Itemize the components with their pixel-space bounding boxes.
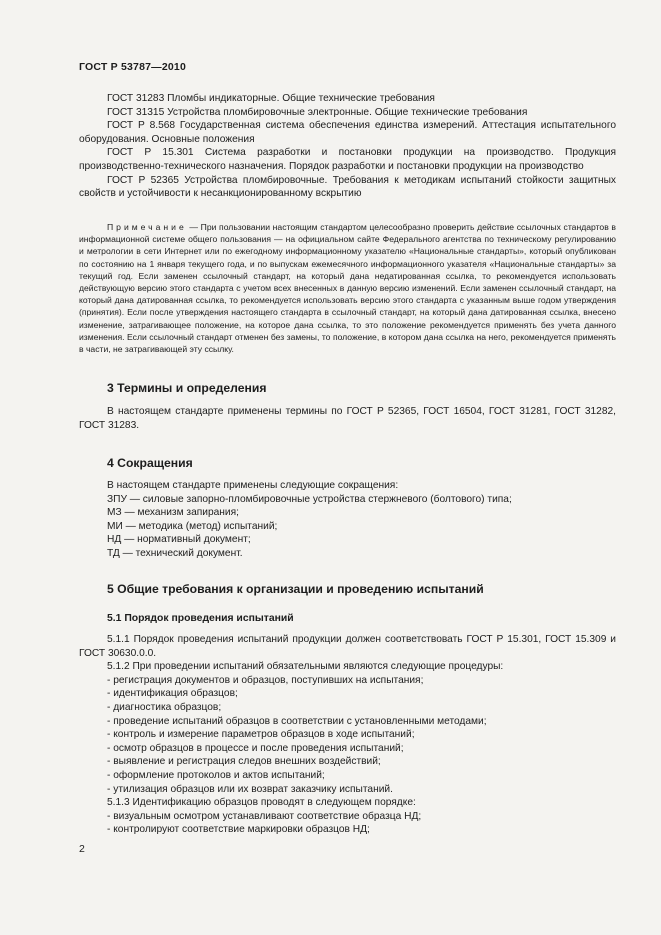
note-text: — При пользовании настоящим стандартом целесообразно проверить действие ссылочных стандартов в информационной системе общего пользования — на официальном сайте Федерального агентства по техническому регулированию и метрологии в сети Интернет или по ежегодному информационному указателю «Национальные стандарты», который опубликован по состоянию на 1 января текущего года, и по выпускам ежемесячного информационного указателя «Национальные стандарты» за текущий год. Если заменен ссылочный стандарт, на который дана недатированная ссылка, то рекомендуется использовать действующую версию этого стандарта с учетом всех внесенных в данную версию изменений. Если заменен ссылочный стандарт, на который дана датированная ссылка, то рекомендуется использовать версию этого стандарта с указанным выше годом утверждения (принятия). Если после утверждения настоящего стандарта в ссылочный стандарт, на который дана датированная ссылка, внесено изменение, затрагивающее положение, на которое дана ссылка, то это положение рекомендуется применять без учета данного изменения. Если ссылочный стандарт отменен без замены, то положение, в котором дана ссылка на него, рекомендуется применять в части, не затрагивающей эту ссылку. xyxy=(79,222,616,355)
note-block xyxy=(79,221,616,355)
abbreviation-item: ЗПУ — силовые запорно-пломбировочные устройства стержневого (болтового) типа; xyxy=(107,493,512,505)
section-5-body xyxy=(79,633,616,837)
procedure-item: - регистрация документов и образцов, поступивших на испытания; xyxy=(107,674,424,686)
abbreviation-item: МЗ — механизм запирания; xyxy=(107,507,239,519)
clause-5-1-1: 5.1.1 Порядок проведения испытаний продукции должен соответствовать ГОСТ Р 15.301, ГОСТ 15.309 и ГОСТ 30630.0.0. xyxy=(79,634,616,659)
reference-item: ГОСТ 31315 Устройства пломбировочные электронные. Общие технические требования xyxy=(107,106,528,118)
procedure-item: - диагностика образцов; xyxy=(107,701,222,713)
procedure-item: - проведение испытаний образцов в соответствии с установленными методами; xyxy=(107,715,487,727)
standard-header: ГОСТ Р 53787—2010 xyxy=(79,61,187,73)
reference-item: ГОСТ Р 8.568 Государственная система обеспечения единства измерений. Аттестация испытательного оборудования. Основные положения xyxy=(79,120,616,145)
identification-item: - визуальным осмотром устанавливают соответствие образца НД; xyxy=(107,810,422,822)
abbreviation-item: НД — нормативный документ; xyxy=(107,534,251,546)
procedure-item: - утилизация образцов или их возврат заказчику испытаний. xyxy=(107,783,393,795)
reference-item: ГОСТ Р 52365 Устройства пломбировочные. Требования к методикам испытаний стойкости защитных свойств и устойчивости к несанкционированному вскрытию xyxy=(79,174,616,200)
procedure-item: - выявление и регистрация следов внешних воздействий; xyxy=(107,756,381,768)
section-4-title: 4 Сокращения xyxy=(107,456,193,470)
references-list xyxy=(79,92,616,201)
procedure-item: - оформление протоколов и актов испытаний; xyxy=(107,769,325,781)
subsection-5-1-title: 5.1 Порядок проведения испытаний xyxy=(107,613,294,624)
reference-item: ГОСТ 31283 Пломбы индикаторные. Общие технические требования xyxy=(107,93,435,104)
reference-item: ГОСТ Р 15.301 Система разработки и постановки продукции на производство. Продукция производственно-технического назначения. Порядок разработки и постановки продукции на производство xyxy=(79,147,616,172)
procedure-item: - осмотр образцов в процессе и после проведения испытаний; xyxy=(107,742,404,754)
procedure-item: - идентификация образцов; xyxy=(107,688,238,700)
procedure-item: - контроль и измерение параметров образцов в ходе испытаний; xyxy=(107,729,415,741)
page-number: 2 xyxy=(79,843,85,855)
section-4-body xyxy=(79,479,616,561)
abbreviation-item: ТД — технический документ. xyxy=(107,547,243,559)
section-5-title: 5 Общие требования к организации и проведению испытаний xyxy=(107,582,484,596)
section-3-body xyxy=(79,405,616,432)
identification-item: - контролируют соответствие маркировки образцов НД; xyxy=(107,824,370,836)
section-3-title: 3 Термины и определения xyxy=(107,381,267,395)
clause-5-1-3: 5.1.3 Идентификацию образцов проводят в следующем порядке: xyxy=(107,797,416,809)
abbreviation-item: МИ — методика (метод) испытаний; xyxy=(107,520,278,532)
clause-5-1-2: 5.1.2 При проведении испытаний обязательными являются следующие процедуры: xyxy=(107,661,504,673)
section-4-intro: В настоящем стандарте применены следующие сокращения: xyxy=(107,480,399,491)
section-3-text: В настоящем стандарте применены термины по ГОСТ Р 52365, ГОСТ 16504, ГОСТ 31281, ГОСТ 31282, ГОСТ 31283. xyxy=(79,406,616,431)
note-label: Примечание xyxy=(107,222,187,232)
